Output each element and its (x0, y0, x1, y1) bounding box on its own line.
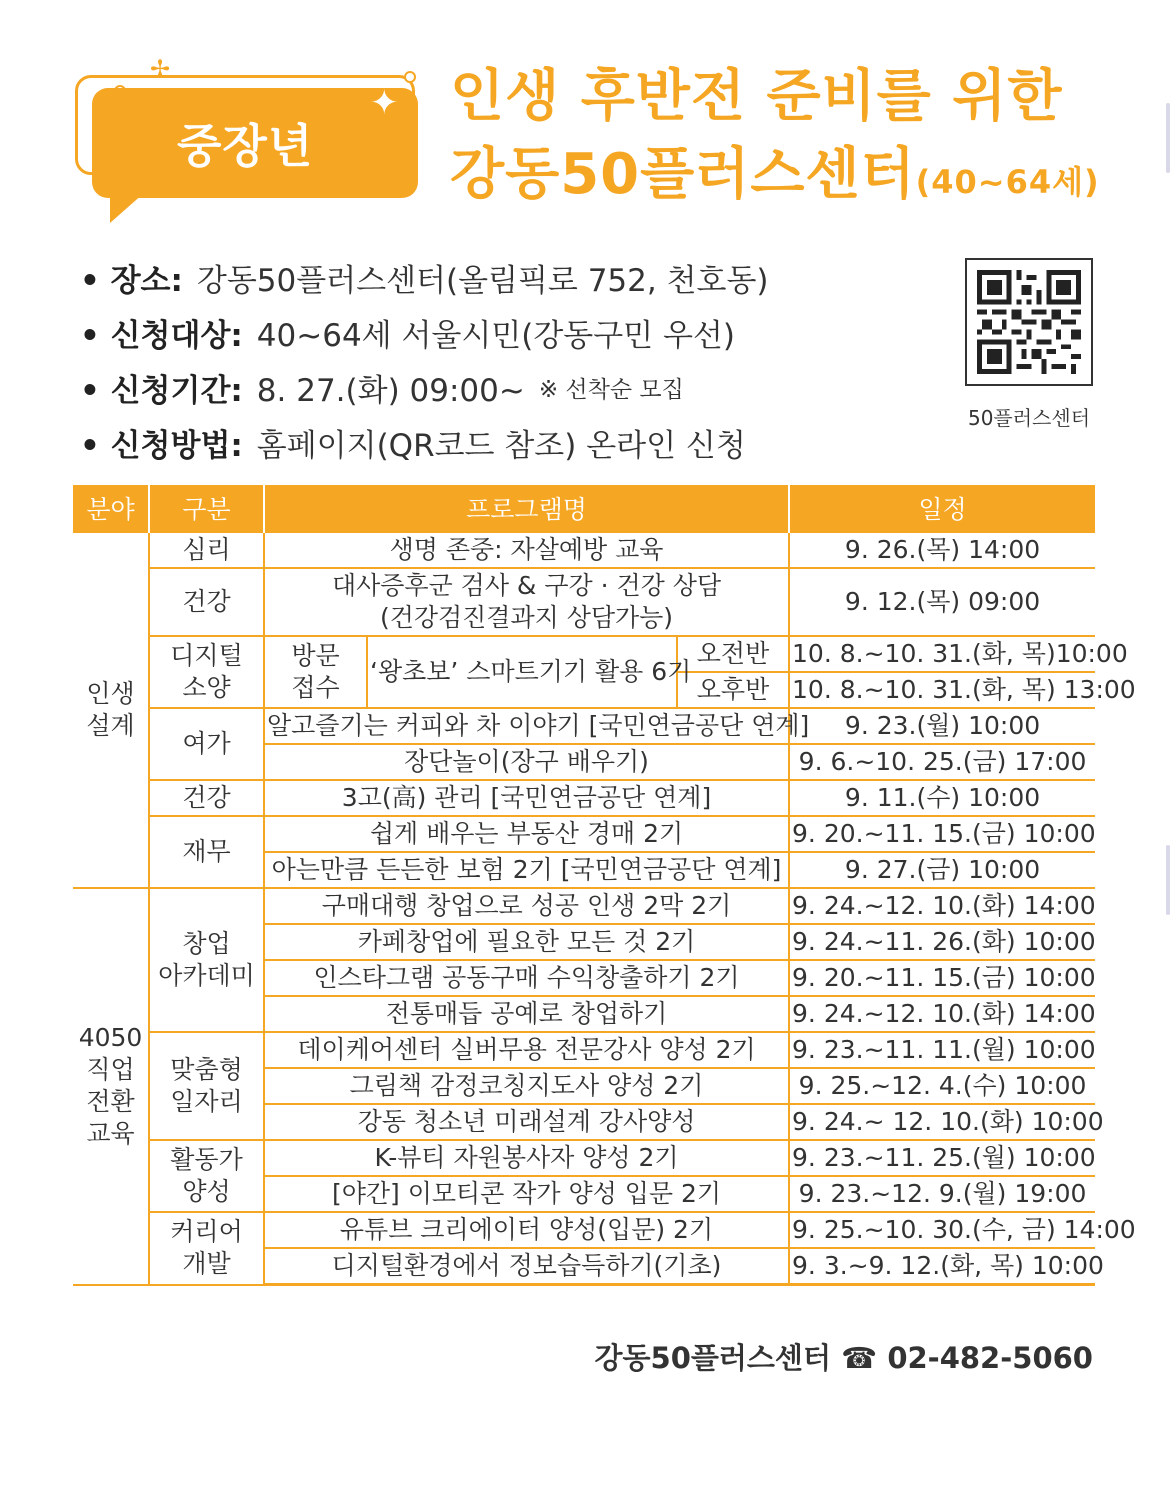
program-cell: ‘왕초보’ 스마트기기 활용 6기 (367, 636, 677, 708)
bullet-label: • 장소: (80, 263, 183, 299)
sparkle-icon: ✢ (150, 55, 171, 83)
info-location (80, 250, 769, 305)
header-schedule: 일정 (789, 485, 1095, 532)
info-list (80, 250, 769, 470)
info-method (80, 415, 769, 470)
schedule-cell: 9. 20.~11. 15.(금) 10:00 (789, 960, 1095, 996)
table-row (73, 568, 1095, 636)
telephone-icon: ☎ (841, 1341, 878, 1375)
program-cell: 강동 청소년 미래설계 강사양성 (264, 1104, 789, 1140)
table-row (73, 816, 1095, 852)
info-target (80, 305, 769, 360)
table-row (73, 888, 1095, 924)
program-cell: 데이케어센터 실버무용 전문강사 양성 2기 (264, 1032, 789, 1068)
category-cell: 재무 (149, 816, 264, 888)
program-cell: 카페창업에 필요한 모든 것 2기 (264, 924, 789, 960)
program-cell: 생명 존중: 자살예방 교육 (264, 532, 789, 568)
bullet-label: • 신청기간: (80, 373, 243, 409)
session-cell: 오후반 (677, 672, 789, 708)
program-cell (264, 568, 789, 636)
schedule-cell: 9. 23.~11. 11.(월) 10:00 (789, 1032, 1095, 1068)
info-period (80, 360, 769, 415)
category-cell: 창업 아카데미 (149, 888, 264, 1032)
header-field: 분야 (73, 485, 149, 532)
schedule-cell: 9. 20.~11. 15.(금) 10:00 (789, 816, 1095, 852)
page-title (450, 58, 1100, 221)
bullet-label: • 신청대상: (80, 318, 243, 354)
table-row (73, 708, 1095, 744)
badge-label: 중장년 (177, 119, 314, 173)
schedule-cell: 9. 24.~ 12. 10.(화) 10:00 (789, 1104, 1095, 1140)
category-cell: 디지털 소양 (149, 636, 264, 708)
table-row (73, 636, 1095, 672)
program-cell: 아는만큼 든든한 보험 2기 [국민연금공단 연계] (264, 852, 789, 888)
schedule-cell: 9. 25.~10. 30.(수, 금) 14:00 (789, 1212, 1095, 1248)
category-cell: 건강 (149, 568, 264, 636)
info-value: 홈페이지(QR코드 참조) 온라인 신청 (256, 428, 746, 464)
program-cell: 전통매듭 공예로 창업하기 (264, 996, 789, 1032)
header-program: 프로그램명 (264, 485, 789, 532)
qr-code-icon[interactable] (965, 258, 1093, 386)
table-header-row (73, 485, 1095, 532)
field-cell: 인생 설계 (73, 532, 149, 888)
table-row (73, 1032, 1095, 1068)
table-row (73, 1212, 1095, 1248)
schedule-cell: 9. 3.~9. 12.(화, 목) 10:00 (789, 1248, 1095, 1285)
bullet-label: • 신청방법: (80, 428, 243, 464)
program-line: (건강검진결과지 상담가능) (379, 603, 674, 632)
dot-icon (404, 71, 416, 83)
table-row (73, 780, 1095, 816)
contact-phone[interactable]: 02-482-5060 (887, 1341, 1093, 1375)
category-cell: 활동가 양성 (149, 1140, 264, 1212)
program-cell: 쉽게 배우는 부동산 경매 2기 (264, 816, 789, 852)
program-cell: 디지털환경에서 정보습득하기(기초) (264, 1248, 789, 1285)
title-center-name: 강동50플러스센터 (450, 142, 916, 207)
schedule-cell: 9. 11.(수) 10:00 (789, 780, 1095, 816)
program-cell: 3고(高) 관리 [국민연금공단 연계] (264, 780, 789, 816)
program-cell: 그림책 감정코칭지도사 양성 2기 (264, 1068, 789, 1104)
schedule-cell: 10. 8.~10. 31.(화, 목) 13:00 (789, 672, 1095, 708)
info-note: ※ 선착순 모집 (538, 377, 684, 403)
program-cell: K-뷰티 자원봉사자 양성 2기 (264, 1140, 789, 1176)
title-line-2 (450, 136, 1100, 221)
info-value: 강동50플러스센터(올림픽로 752, 천호동) (196, 263, 769, 299)
info-value: 8. 27.(화) 09:00~ (256, 373, 525, 409)
program-table (73, 485, 1136, 1286)
info-value: 40~64세 서울시민(강동구민 우선) (256, 318, 735, 354)
table-row (73, 1140, 1095, 1176)
category-cell: 맞춤형 일자리 (149, 1032, 264, 1140)
category-cell: 커리어 개발 (149, 1212, 264, 1285)
program-cell: 알고즐기는 커피와 차 이야기 [국민연금공단 연계] (264, 708, 789, 744)
program-cell: 장단놀이(장구 배우기) (264, 744, 789, 780)
schedule-cell: 9. 26.(목) 14:00 (789, 532, 1095, 568)
schedule-cell: 9. 24.~11. 26.(화) 10:00 (789, 924, 1095, 960)
schedule-cell: 9. 23.~11. 25.(월) 10:00 (789, 1140, 1095, 1176)
category-cell: 건강 (149, 780, 264, 816)
category-badge (70, 55, 430, 225)
category-cell: 심리 (149, 532, 264, 568)
page-edge-mark (1166, 845, 1170, 915)
program-cell: 인스타그램 공동구매 수익창출하기 2기 (264, 960, 789, 996)
session-cell: 오전반 (677, 636, 789, 672)
category-cell: 여가 (149, 708, 264, 780)
schedule-cell: 9. 23.(월) 10:00 (789, 708, 1095, 744)
star-sparkle-icon: ✦ (370, 83, 399, 123)
subcategory-cell: 방문 접수 (264, 636, 367, 708)
program-cell: 구매대행 창업으로 성공 인생 2막 2기 (264, 888, 789, 924)
table-row (73, 532, 1095, 568)
contact-name: 강동50플러스센터 (594, 1341, 831, 1375)
schedule-cell: 10. 8.~10. 31.(화, 목)10:00 (789, 636, 1095, 672)
program-cell: [야간] 이모티콘 작가 양성 입문 2기 (264, 1176, 789, 1212)
schedule-cell: 9. 24.~12. 10.(화) 14:00 (789, 888, 1095, 924)
contact-line (595, 1336, 1094, 1377)
qr-label: 50플러스센터 (967, 406, 1091, 430)
schedule-cell: 9. 27.(금) 10:00 (789, 852, 1095, 888)
program-cell: 유튜브 크리에이터 양성(입문) 2기 (264, 1212, 789, 1248)
schedule-cell: 9. 6.~10. 25.(금) 17:00 (789, 744, 1095, 780)
schedule-cell: 9. 24.~12. 10.(화) 14:00 (789, 996, 1095, 1032)
schedule-cell: 9. 12.(목) 09:00 (789, 568, 1095, 636)
schedule-cell: 9. 23.~12. 9.(월) 19:00 (789, 1176, 1095, 1212)
title-age-range: (40~64세) (915, 163, 1100, 201)
schedule-cell: 9. 25.~12. 4.(수) 10:00 (789, 1068, 1095, 1104)
program-line: 대사증후군 검사 & 구강 · 건강 상담 (331, 571, 722, 600)
page-edge-mark (1166, 103, 1170, 173)
title-line-1: 인생 후반전 준비를 위한 (450, 64, 1063, 129)
header-category: 구분 (149, 485, 264, 532)
field-cell: 4050 직업 전환 교육 (73, 888, 149, 1285)
